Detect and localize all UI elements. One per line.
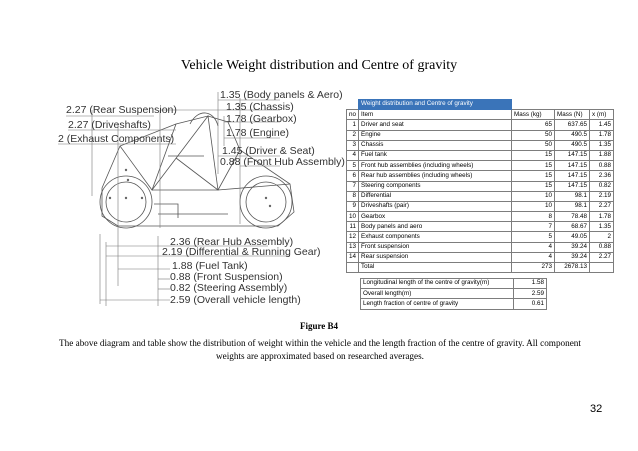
summary-row bbox=[361, 289, 547, 299]
summary-label: Longitudinal length of the centre of gravity(m) bbox=[361, 279, 514, 289]
vehicle-diagram bbox=[58, 86, 348, 316]
summary-label: Overall length(m) bbox=[361, 289, 514, 299]
label-driver-seat: 1.45 (Driver & Seat) bbox=[222, 145, 315, 157]
body-paragraph: The above diagram and table show the distribution of weight within the vehicle and the length fraction of the centre of gravity. All component weights are approximated based on researched averages. bbox=[59, 338, 581, 361]
table-row: 4 Fuel tank 15 147.15 1.88 bbox=[347, 150, 614, 160]
table-row: 13 Front suspension 4 39.24 0.88 bbox=[347, 242, 614, 252]
label-steering: 0.82 (Steering Assembly) bbox=[170, 282, 288, 294]
label-rear-hub: 2.36 (Rear Hub Assembly) bbox=[170, 236, 294, 248]
summary-row bbox=[361, 279, 547, 289]
label-differential: 2.19 (Differential & Running Gear) bbox=[162, 246, 321, 258]
page-title: Vehicle Weight distribution and Centre of gravity bbox=[180, 58, 458, 73]
label-front-hub: 0.88 (Front Hub Assembly) bbox=[220, 156, 345, 168]
figure-caption: Figure B4 bbox=[299, 321, 339, 331]
table-row: 7 Steering components 15 147.15 0.82 bbox=[347, 181, 614, 191]
summary-row bbox=[361, 299, 547, 309]
table-row: 9 Driveshafts (pair) 10 98.1 2.27 bbox=[347, 201, 614, 211]
table-row: 14 Rear suspension 4 39.24 2.27 bbox=[347, 252, 614, 262]
label-driveshafts: 2.27 (Driveshafts) bbox=[68, 119, 151, 131]
table-title: Weight distribution and Centre of gravity bbox=[359, 100, 512, 110]
table-row: 12 Exhaust components 5 49.05 2 bbox=[347, 232, 614, 242]
table-row: 3 Chassis 50 490.5 1.35 bbox=[347, 140, 614, 150]
total-mass-n: 2678.13 bbox=[555, 263, 590, 273]
table-row: 5 Front hub assemblies (including wheels) 15 147.15 0.88 bbox=[347, 161, 614, 171]
label-rear-suspension: 2.27 (Rear Suspension) bbox=[66, 104, 177, 116]
table-row: 2 Engine 50 490.5 1.78 bbox=[347, 130, 614, 140]
summary-value: 1.58 bbox=[514, 279, 547, 289]
col-header-mass-n: Mass (N) bbox=[555, 110, 590, 120]
label-chassis: 1.35 (Chassis) bbox=[226, 101, 294, 113]
summary-value: 0.61 bbox=[514, 299, 547, 309]
table-title-row bbox=[347, 100, 614, 110]
col-header-x: x (m) bbox=[590, 110, 614, 120]
table-row: 6 Rear hub assemblies (including wheels) 15 147.15 2.36 bbox=[347, 171, 614, 181]
table-row: 8 Differential 10 98.1 2.19 bbox=[347, 191, 614, 201]
rear-wheel bbox=[100, 176, 152, 228]
label-gearbox: 1.78 (Gearbox) bbox=[226, 113, 297, 125]
label-body-panels: 1.35 (Body panels & Aero) bbox=[220, 89, 343, 101]
total-label: Total bbox=[359, 263, 512, 273]
label-fuel-tank: 1.88 (Fuel Tank) bbox=[172, 260, 248, 272]
table-row: 10 Gearbox 8 78.48 1.78 bbox=[347, 212, 614, 222]
summary-label: Length fraction of centre of gravity bbox=[361, 299, 514, 309]
table-body bbox=[347, 120, 614, 273]
table-header-row bbox=[347, 110, 614, 120]
col-header-no: no bbox=[347, 110, 359, 120]
label-front-suspension: 0.88 (Front Suspension) bbox=[170, 271, 283, 283]
col-header-mass-kg: Mass (kg) bbox=[512, 110, 555, 120]
table-total-row bbox=[347, 263, 614, 273]
label-exhaust: 2 (Exhaust Components) bbox=[58, 133, 175, 145]
page-number: 32 bbox=[590, 403, 603, 415]
col-header-item: Item bbox=[359, 110, 512, 120]
table-row: 1 Driver and seat 65 637.65 1.45 bbox=[347, 120, 614, 130]
cg-summary-table bbox=[360, 278, 547, 310]
table-row: 11 Body panels and aero 7 68.67 1.35 bbox=[347, 222, 614, 232]
label-overall-length: 2.59 (Overall vehicle length) bbox=[170, 294, 301, 306]
summary-value: 2.59 bbox=[514, 289, 547, 299]
label-engine: 1.78 (Engine) bbox=[226, 127, 290, 139]
weight-table bbox=[346, 99, 614, 273]
total-mass-kg: 273 bbox=[512, 263, 555, 273]
